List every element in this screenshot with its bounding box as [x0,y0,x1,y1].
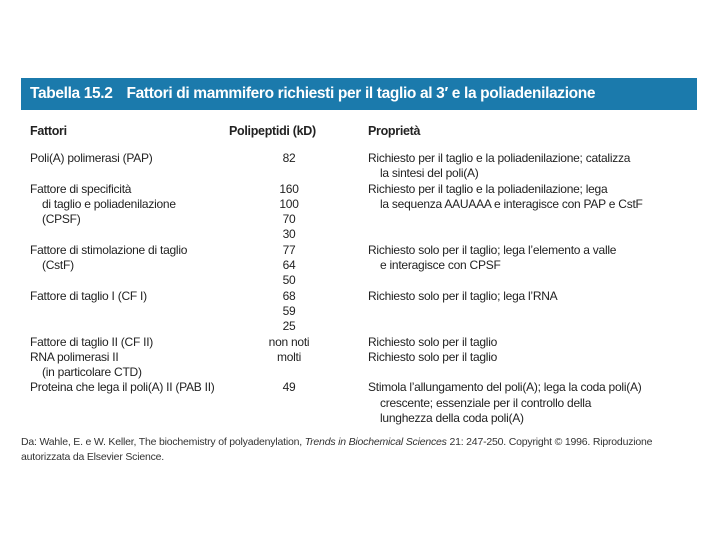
fattore-cell-line: Fattore di taglio II (CF II) [30,334,154,349]
footnote-suffix: 21: 247-250. Copyright © 1996. Riproduzione [446,436,653,448]
polipeptidi-cell-line: 59 [282,303,296,318]
table-row [0,151,720,182]
footnote-prefix: Da: Wahle, E. e W. Keller, The biochemistry of polyadenylation, [21,436,305,448]
fattore-cell-line: Proteina che lega il poli(A) II (PAB II) [30,380,215,395]
proprieta-cell-line: crescente; essenziale per il controllo della [380,395,592,410]
polipeptidi-cell-line: molti [276,349,302,364]
fattore-cell-line: (CstF) [42,258,74,273]
proprieta-cell-line: la sintesi del poli(A) [380,166,479,181]
fattore-cell [30,243,187,274]
fattore-cell [30,151,152,166]
fattore-cell [30,182,176,228]
table-row [0,243,720,289]
polipeptidi-cell-line: 64 [282,258,296,273]
proprieta-cell-line: Richiesto solo per il taglio; lega l’elemento a valle [368,242,617,257]
table-title-bar [21,78,697,110]
table-row [0,350,720,381]
proprieta-cell-line: Richiesto solo per il taglio [368,349,498,364]
table-body [0,151,720,426]
table-row [0,335,720,350]
proprieta-cell-line: Richiesto per il taglio e la poliadenilazione; catalizza [368,151,631,165]
polipeptidi-cell [240,350,338,365]
polipeptidi-cell [240,243,338,289]
polipeptidi-cell-line: 82 [282,151,296,165]
proprieta-cell-line: Richiesto solo per il taglio [368,334,498,349]
proprieta-cell [368,350,497,365]
table-caption: Fattori di mammifero richiesti per il taglio al 3′ e la poliadenilazione [126,85,596,102]
polipeptidi-cell [240,182,338,243]
proprieta-cell-line: lunghezza della coda poli(A) [380,411,524,426]
footnote-line2: autorizzata da Elsevier Science. [21,450,165,463]
proprieta-cell [368,243,616,274]
footnote [21,435,652,464]
fattore-cell [30,350,142,381]
fattore-cell-line: (in particolare CTD) [42,365,142,380]
polipeptidi-cell [240,380,338,395]
fattore-cell-line: (CPSF) [42,212,81,227]
fattore-cell [30,289,147,304]
proprieta-cell-line: Richiesto solo per il taglio; lega l’RNA [368,288,558,303]
polipeptidi-cell-line: 70 [282,212,296,227]
table-row [0,182,720,243]
polipeptidi-cell-line: 160 [279,181,299,196]
polipeptidi-cell-line: 100 [279,196,299,211]
proprieta-cell [368,335,497,350]
polipeptidi-cell-line: 49 [282,380,296,395]
polipeptidi-cell-line: 77 [282,242,296,257]
proprieta-cell [368,151,630,182]
polipeptidi-cell [240,335,338,350]
proprieta-cell [368,289,557,304]
header-proprieta: Proprietà [368,124,421,138]
fattore-cell-line: di taglio e poliadenilazione [42,196,176,211]
proprieta-cell-line: Richiesto per il taglio e la poliadenilazione; lega [368,181,608,196]
polipeptidi-cell-line: 30 [282,227,296,242]
fattore-cell [30,380,215,395]
table-row [0,380,720,426]
polipeptidi-cell-line: 50 [282,273,296,288]
fattore-cell-line: Fattore di taglio I (CF I) [30,288,147,303]
proprieta-cell-line: Stimola l’allungamento del poli(A); lega la coda poli(A) [368,380,642,395]
fattore-cell-line: Fattore di specificità [30,181,132,196]
table-row [0,289,720,335]
polipeptidi-cell-line: 25 [282,319,296,334]
fattore-cell-line: Fattore di stimolazione di taglio [30,242,188,257]
polipeptidi-cell [240,289,338,335]
table-number: Tabella 15.2 [30,85,113,102]
footnote-journal: Trends in Biochemical Sciences [304,436,447,448]
proprieta-cell-line: e interagisce con CPSF [380,258,501,273]
proprieta-cell [368,182,643,213]
fattore-cell [30,335,153,350]
polipeptidi-cell-line: 68 [282,288,296,303]
polipeptidi-cell-line: non noti [268,334,310,349]
proprieta-cell [368,380,641,426]
header-polipeptidi: Polipeptidi (kD) [229,124,316,138]
proprieta-cell-line: la sequenza AAUAAA e interagisce con PAP e CstF [380,196,643,211]
header-fattori: Fattori [30,124,67,138]
fattore-cell-line: Poli(A) polimerasi (PAP) [30,151,153,165]
fattore-cell-line: RNA polimerasi II [30,349,119,364]
polipeptidi-cell [240,151,338,166]
table-title [30,85,595,103]
